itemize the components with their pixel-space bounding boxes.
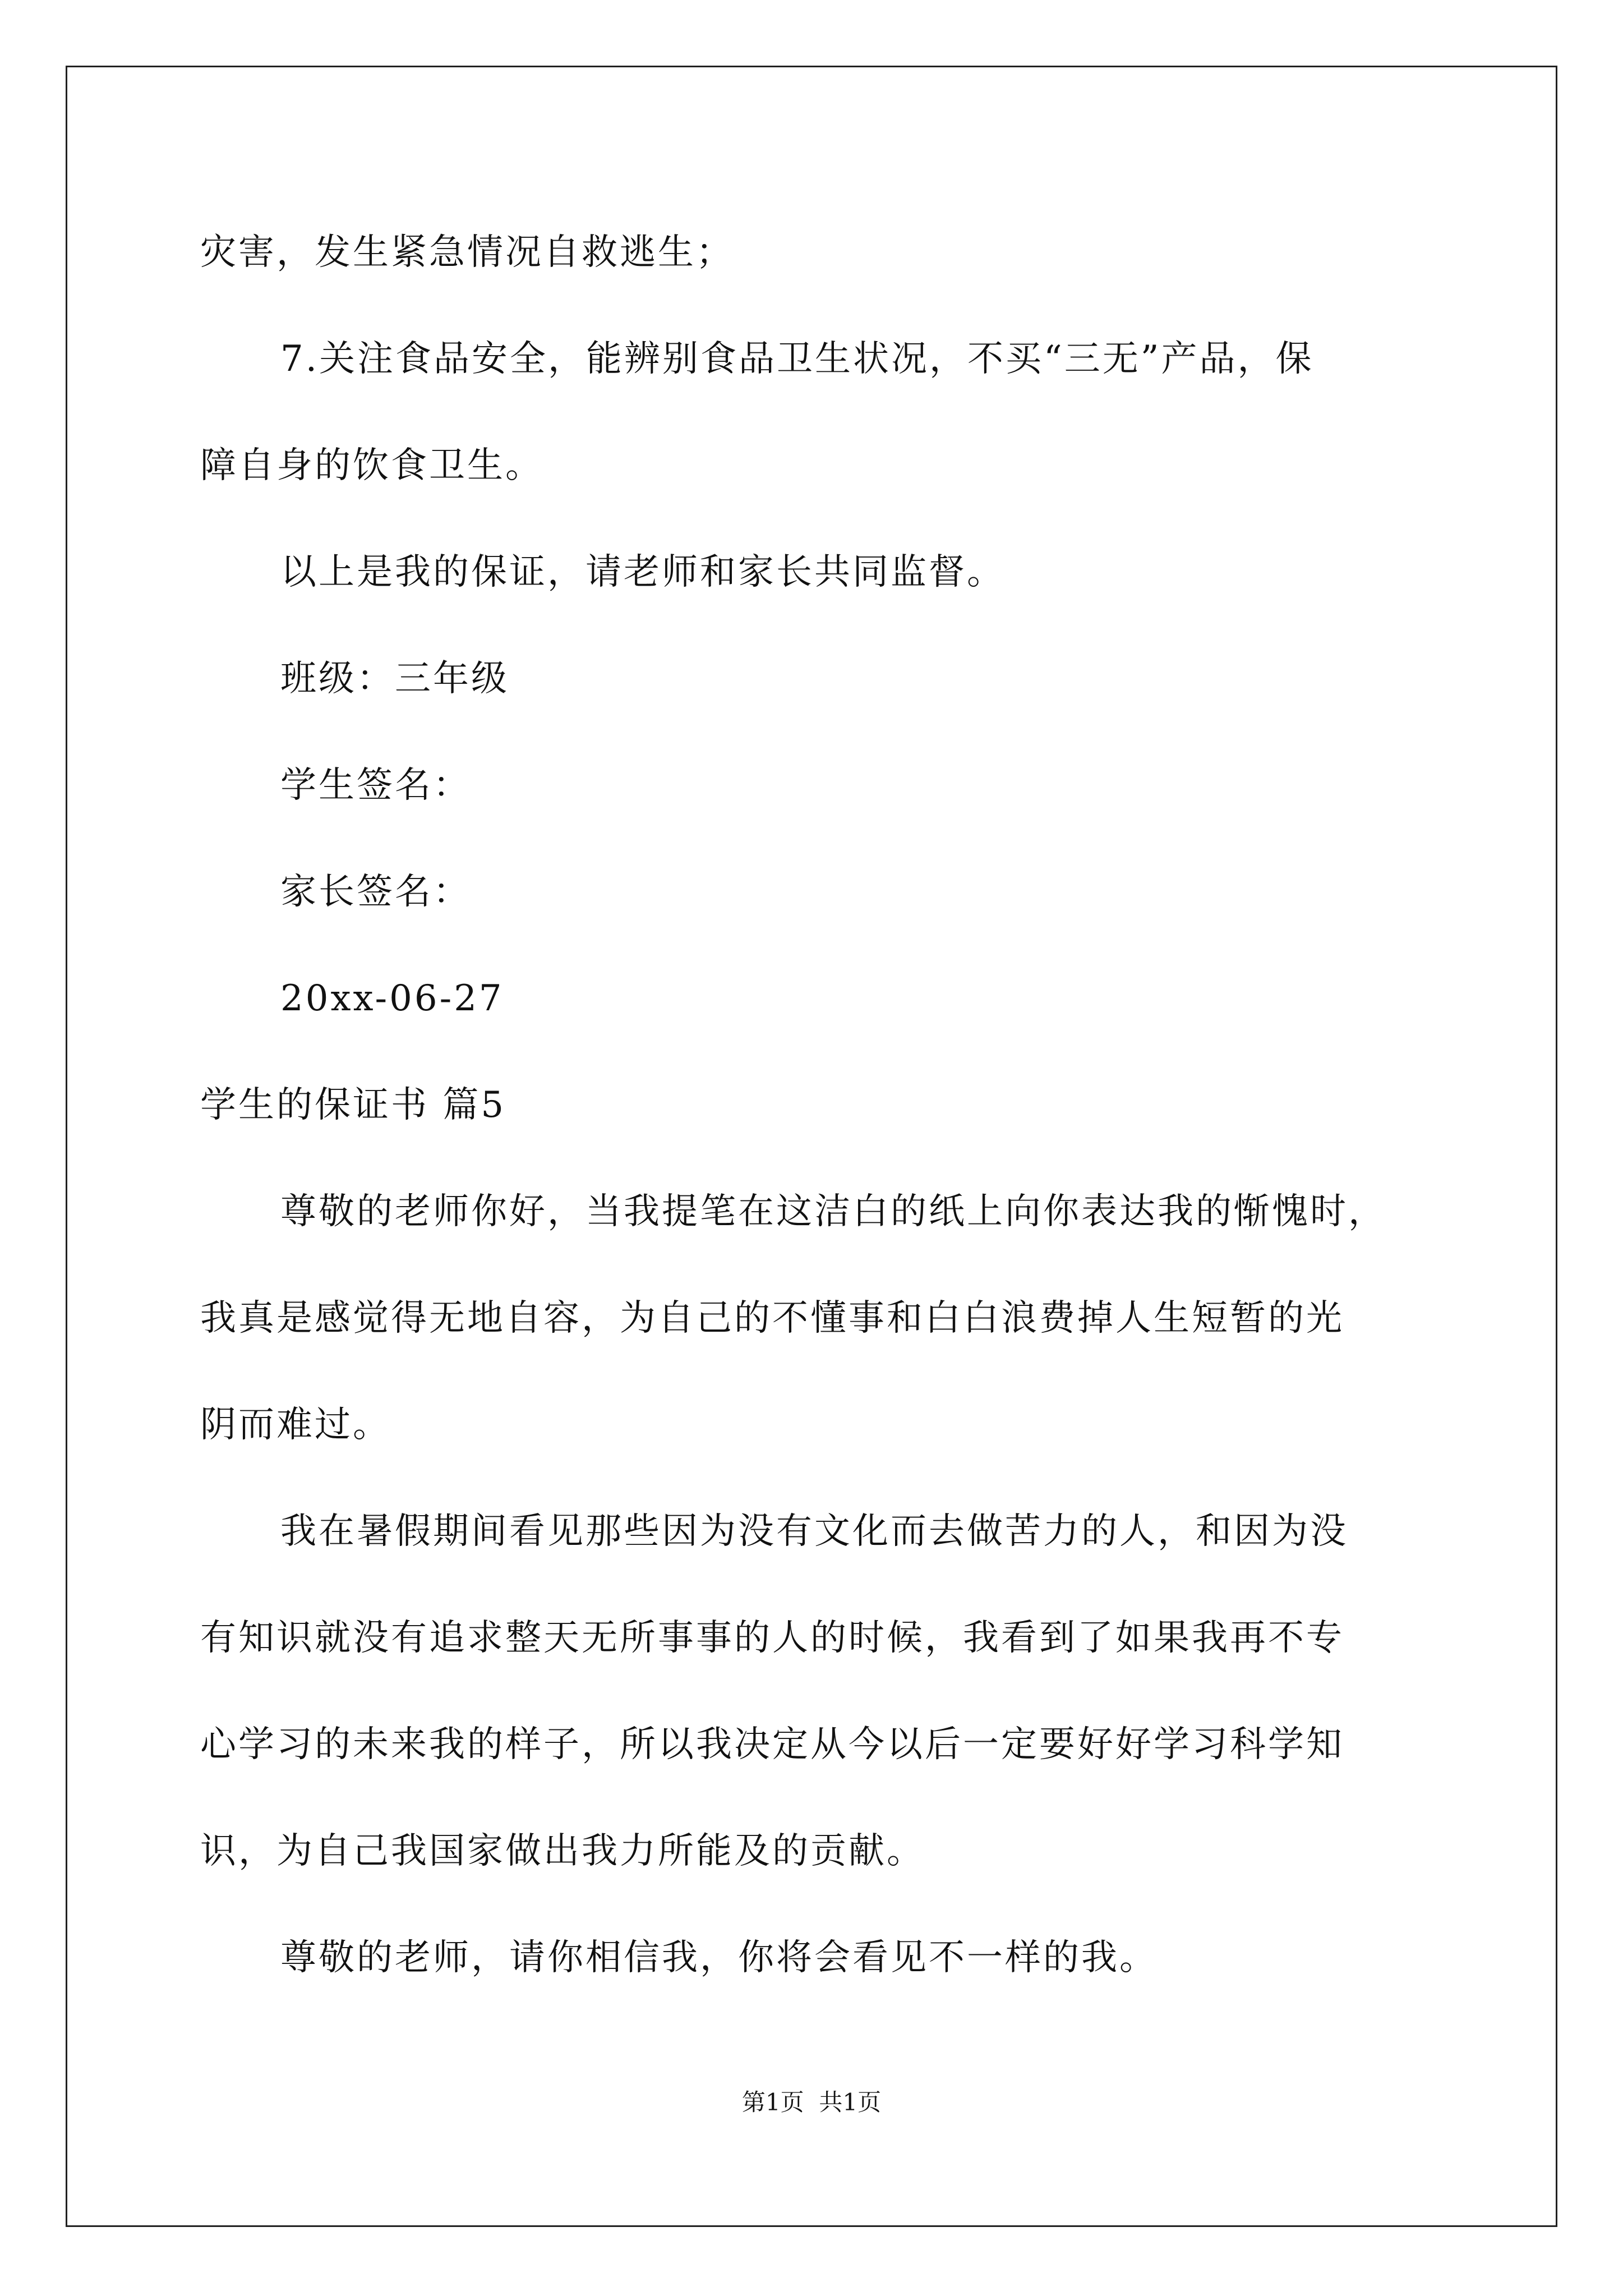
text-line: 我在暑假期间看见那些因为没有文化而去做苦力的人，和因为没 xyxy=(280,1511,1348,1552)
date-line: 20xx-06-27 xyxy=(280,978,504,1019)
page-border xyxy=(66,66,1557,2227)
text-line: 7.关注食品安全，能辨别食品卫生状况，不买“三无”产品，保 xyxy=(280,338,1314,380)
text-line: 尊敬的老师你好，当我提笔在这洁白的纸上向你表达我的惭愧时， xyxy=(280,1191,1386,1232)
text-line: 有知识就没有追求整天无所事事的人的时候，我看到了如果我再不专 xyxy=(200,1617,1344,1659)
text-line: 我真是感觉得无地自容，为自己的不懂事和白白浪费掉人生短暂的光 xyxy=(200,1297,1344,1339)
text-line: 阴而难过。 xyxy=(200,1404,391,1446)
student-signature-field: 学生签名： xyxy=(280,765,471,806)
parent-signature-field: 家长签名： xyxy=(280,871,471,913)
text-line: 尊敬的老师，请你相信我，你将会看见不一样的我。 xyxy=(280,1937,1158,1978)
text-line: 以上是我的保证，请老师和家长共同监督。 xyxy=(280,551,1005,593)
text-line: 识，为自己我国家做出我力所能及的贡献。 xyxy=(200,1830,925,1872)
text-line: 障自身的饮食卫生。 xyxy=(200,445,543,486)
page-number-footer: 第1页 共1页 xyxy=(741,2088,882,2116)
text-line: 灾害，发生紧急情况自救逃生； xyxy=(200,232,734,273)
section-heading: 学生的保证书 篇5 xyxy=(200,1084,506,1126)
class-field: 班级：三年级 xyxy=(280,658,509,700)
text-line: 心学习的未来我的样子，所以我决定从今以后一定要好好学习科学知 xyxy=(200,1724,1344,1765)
